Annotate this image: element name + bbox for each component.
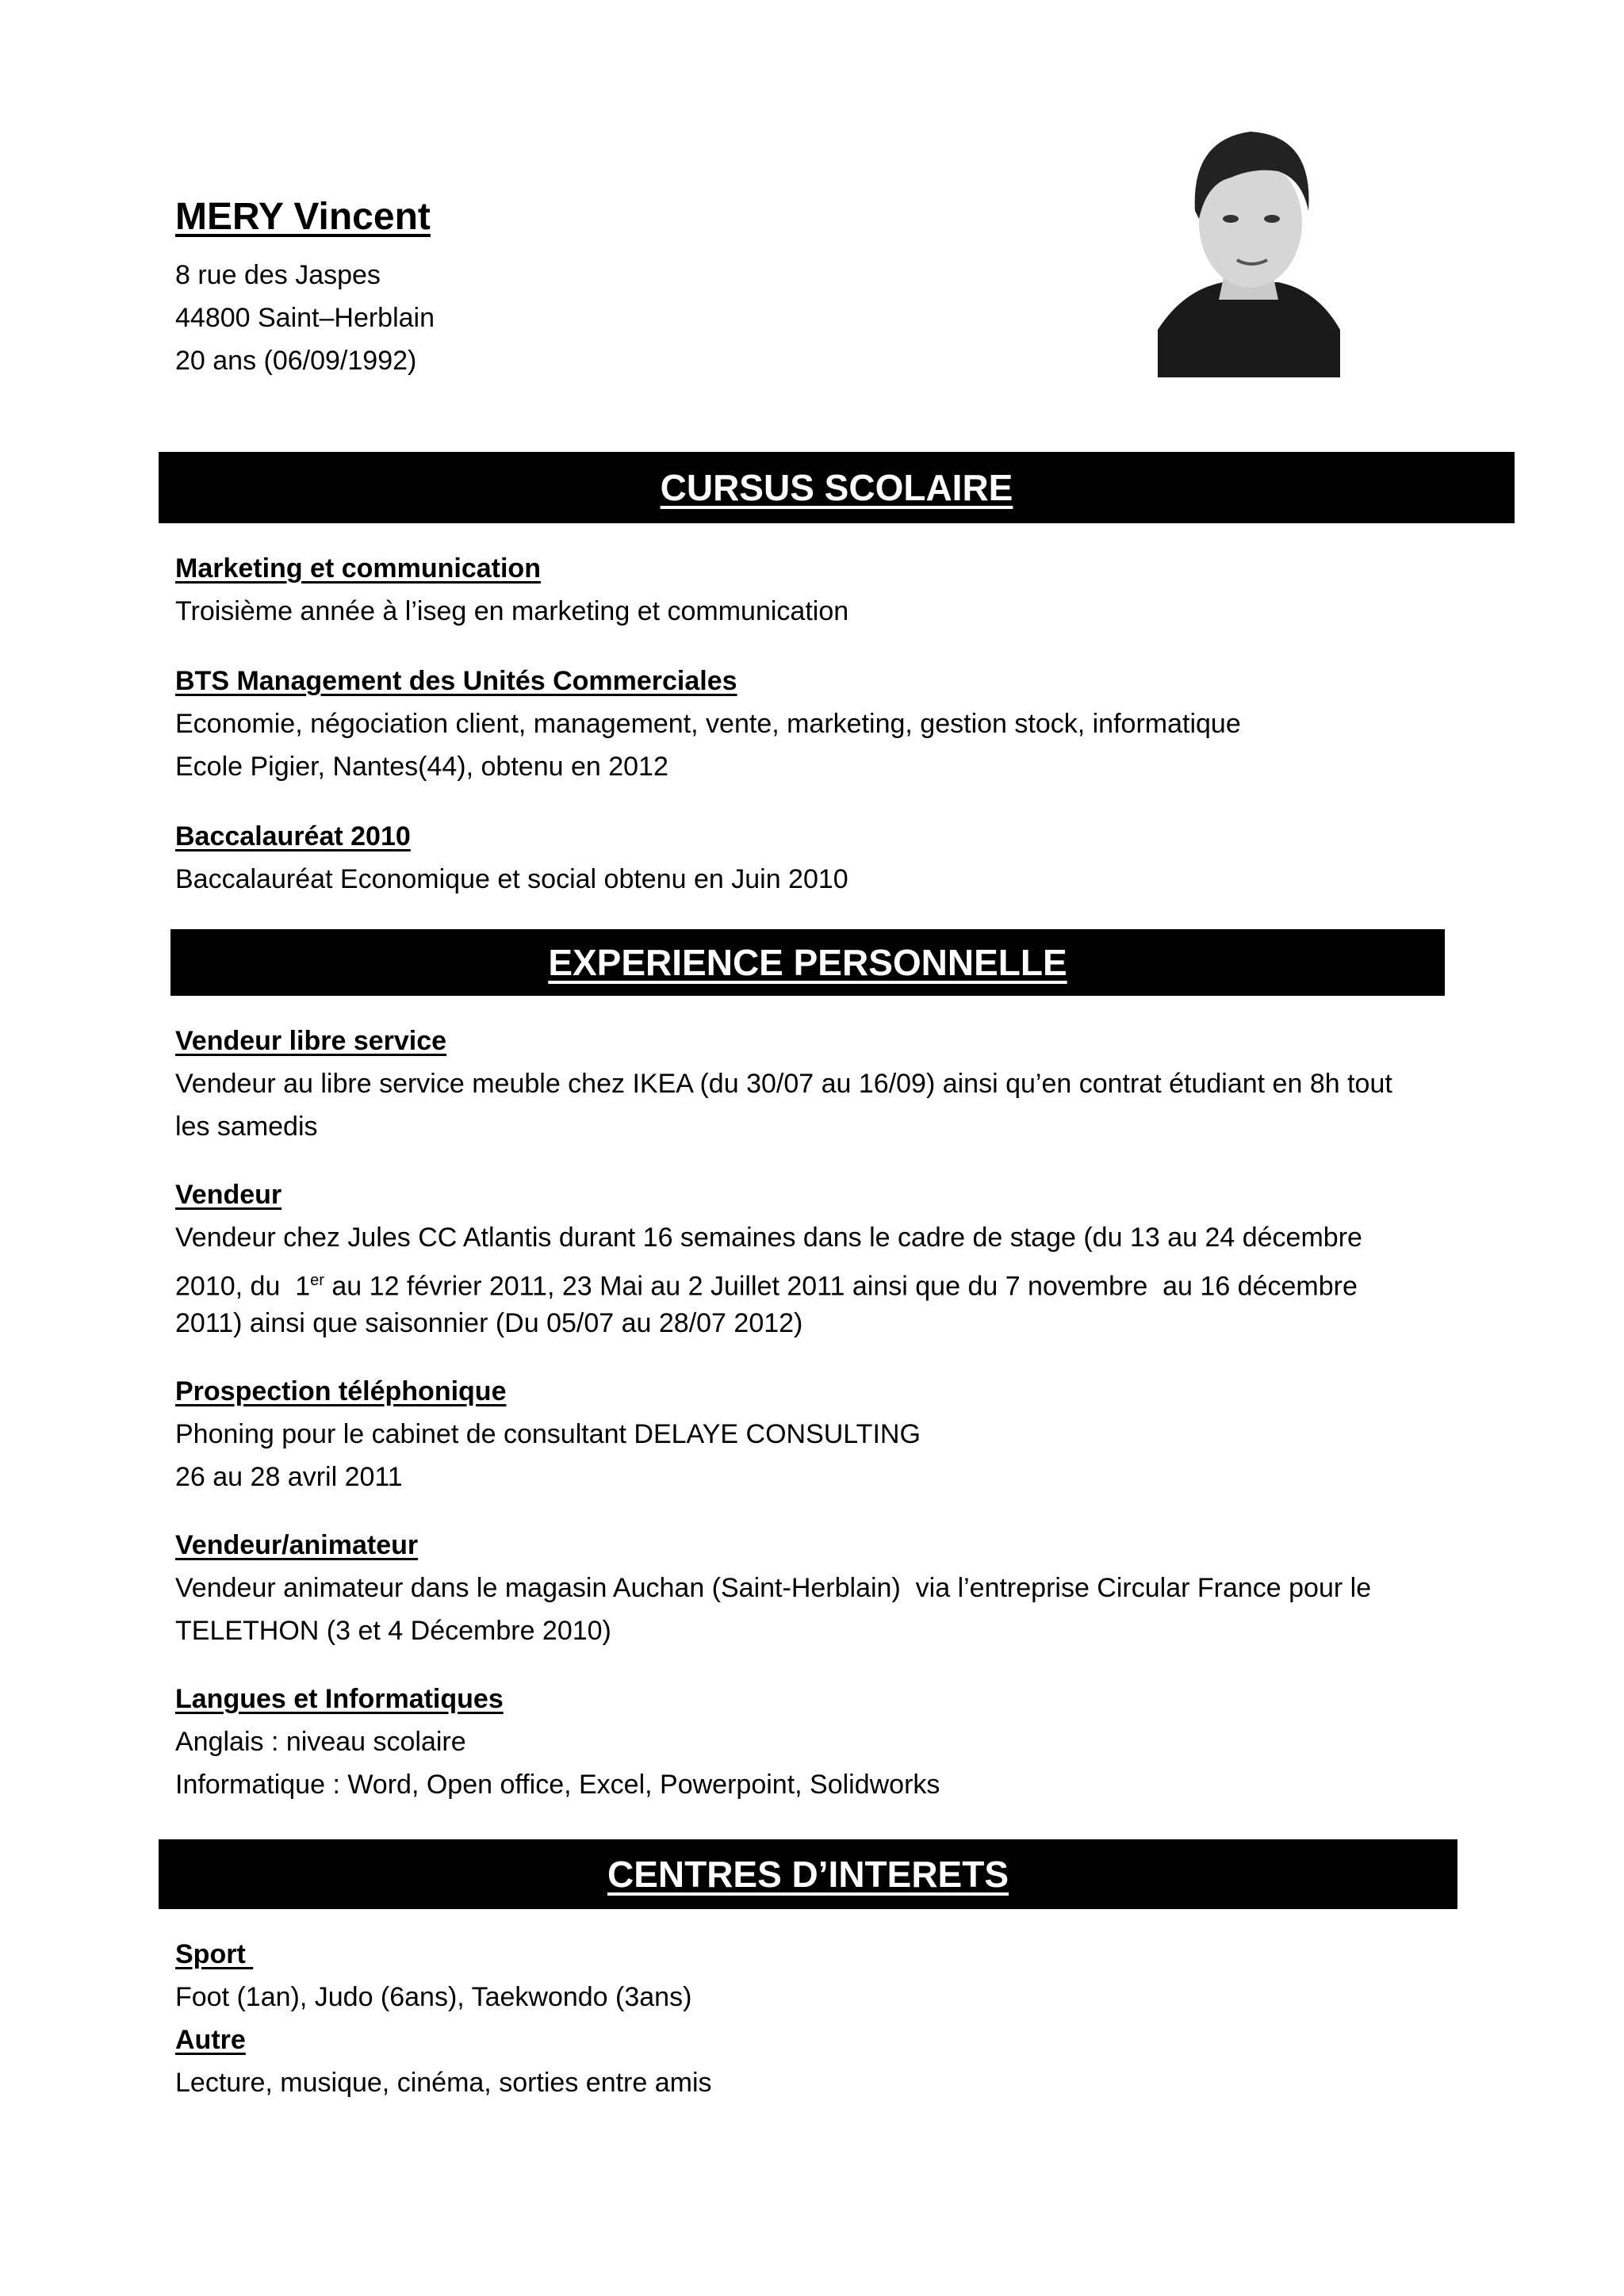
entry-title-vendeur-libre-service: Vendeur libre service — [175, 1026, 447, 1056]
entry-line: Economie, négociation client, management, vente, marketing, gestion stock, informatique — [175, 709, 1241, 739]
entry-line-part: 2010, du 1 — [175, 1271, 311, 1302]
section-banner-interets — [159, 1839, 1457, 1909]
entry-line: Baccalauréat Economique et social obtenu en Juin 2010 — [175, 864, 848, 894]
entry-title-langues: Langues et Informatiques — [175, 1684, 504, 1714]
entry-line: Vendeur au libre service meuble chez IKEA (du 30/07 au 16/09) ainsi qu’en contrat étudiant en 8h tout — [175, 1069, 1392, 1099]
entry-line: 2011) ainsi que saisonnier (Du 05/07 au 28/07 2012) — [175, 1308, 803, 1338]
entry-title-bac: Baccalauréat 2010 — [175, 821, 411, 851]
entry-line: Anglais : niveau scolaire — [175, 1727, 466, 1757]
entry-line: Troisième année à l’iseg en marketing et communication — [175, 596, 849, 626]
entry-title-sport: Sport — [175, 1939, 254, 1969]
section-banner-experience — [170, 929, 1445, 996]
entry-title-marketing: Marketing et communication — [175, 553, 541, 584]
section-banner-cursus — [159, 452, 1515, 523]
profile-photo — [1151, 92, 1350, 390]
entry-line: TELETHON (3 et 4 Décembre 2010) — [175, 1616, 611, 1646]
section-title-interets: CENTRES D’INTERETS — [607, 1854, 1009, 1895]
entry-line: Ecole Pigier, Nantes(44), obtenu en 2012 — [175, 752, 668, 782]
entry-line: Informatique : Word, Open office, Excel, Powerpoint, Solidworks — [175, 1770, 940, 1800]
entry-line — [175, 1259, 1358, 1307]
entry-title-bts: BTS Management des Unités Commerciales — [175, 666, 737, 696]
entry-title-vendeur-animateur: Vendeur/animateur — [175, 1530, 419, 1560]
entry-title-vendeur: Vendeur — [175, 1180, 282, 1210]
entry-line: Lecture, musique, cinéma, sorties entre amis — [175, 2068, 712, 2098]
entry-line-part: au 12 février 2011, 23 Mai au 2 Juillet 2011 ainsi que du 7 novembre au 16 décembre — [324, 1271, 1358, 1302]
entry-title-prospection: Prospection téléphonique — [175, 1376, 507, 1406]
entry-line: Vendeur animateur dans le magasin Auchan (Saint-Herblain) via l’entreprise Circular France pour le — [175, 1573, 1372, 1603]
age-line: 20 ans (06/09/1992) — [175, 346, 417, 376]
address-line-2: 44800 Saint–Herblain — [175, 303, 435, 333]
address-line-1: 8 rue des Jaspes — [175, 260, 381, 290]
entry-line: les samedis — [175, 1112, 318, 1142]
entry-title-autre: Autre — [175, 2025, 246, 2055]
section-title-experience: EXPERIENCE PERSONNELLE — [548, 942, 1067, 983]
entry-line: Foot (1an), Judo (6ans), Taekwondo (3ans) — [175, 1982, 692, 2012]
ordinal-superscript: er — [310, 1272, 324, 1289]
entry-line: Phoning pour le cabinet de consultant DELAYE CONSULTING — [175, 1419, 921, 1449]
section-title-cursus: CURSUS SCOLAIRE — [660, 467, 1013, 508]
entry-line: 26 au 28 avril 2011 — [175, 1462, 403, 1492]
candidate-name: MERY Vincent — [175, 196, 431, 238]
entry-line: Vendeur chez Jules CC Atlantis durant 16 semaines dans le cadre de stage (du 13 au 24 décembre — [175, 1223, 1362, 1253]
